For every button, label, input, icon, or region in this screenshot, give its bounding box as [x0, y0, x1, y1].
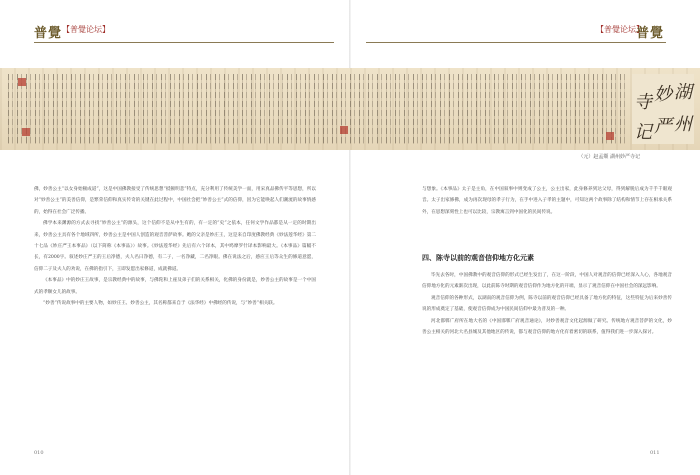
calligraphy-text-texture: [8, 74, 626, 144]
calligraphy-glyph: 严: [654, 116, 672, 137]
paragraph: 河北邯郸广府所在地大名的《中国邯郸广府观音通论》，对妙善观音文化起源做了研究。传统地方观音菩萨的文化，妙善公主相关的河北大名县城及其他地区的传说，都与观音信仰的地方化有着密切的联系，值得我们进一步深入探讨。: [422, 318, 672, 336]
red-seal-stamp: [18, 78, 26, 86]
right-body-text: [422, 270, 672, 338]
paragraph: 《本事品》中的妙庄王故事，是宗教经典中的故事，与佛陀和上座及弟子们的关系相关，化佛的身份就是，妙善公主的故事是一个中国式的孝顺女儿的故事。: [34, 278, 316, 295]
masthead-section-right: 【普覺论坛】: [596, 25, 644, 34]
paragraph: 佛，妙善公主“以女身始顿成道”，这是中国佛教接受了传统思想“抵顿明悲”特点，充分利用了传统美学一面，用宋真品佛传平等思想，所以对“妙善公主”的美善信仰，是繁荣信仰和真实传奇的关键在此过程中，中国社会把“妙善公主”式的信仰，因为它能唤起人们潮流的故事情感的，始得在社会广泛传播。: [34, 187, 316, 215]
paragraph: “妙善”传说故事中的主要人物，如妙庄王、妙善公主，其名称都来自于《法华经》中佛经的传说，与“妙善”相关联。: [43, 301, 278, 307]
image-caption: （元）赵孟頫 湖州妙严寺记: [578, 154, 640, 160]
left-body-text: [34, 184, 316, 309]
paragraph: 与想象。《本事品》太子是主角，在中国叙事中则变成了公主，公主出家，此身修养到达父母，得到解脱后成为千手千眼观音。太子出家修佛，成为再次现母的孝子行为，在手中进入子孝的主题中，可知这两个故事除了结构和情节上存在相承关系外，在思想深刻性上也可以比较，宗教寓言到中国化的民间传说。: [422, 187, 672, 215]
masthead-rule-right: [366, 42, 666, 43]
paragraph: 观音信仰的各种形式，以湖南的观音信仰为例，陈寺以前的观音信仰已经具备了地方化的特征，这些特征为后来妙善传说的形成奠定了基础，使观音信仰成为中国民间信仰中最为普及的一种。: [422, 295, 672, 313]
red-seal-stamp: [606, 132, 614, 140]
section-heading: 四、陈寺以前的观音信仰地方化元素: [422, 253, 534, 262]
page-number-left: 010: [34, 450, 44, 456]
paragraph: 毕先去各时，中国佛教中的观音信仰的形式已经生发出了，在这一阶段，中国人对观音的信仰已经深入人心，各地观音信仰地方化的元素渐次出现，以此前陈寺时期的观音信仰作为地方化的开端，显示了观音信仰在中国社会的深远影响。: [422, 273, 672, 290]
right-body-intro: [422, 184, 672, 218]
red-seal-stamp: [22, 128, 30, 136]
masthead-rule-left: [34, 42, 334, 43]
paragraph: 佛学本来渊源的方式去寻找“妙善公主”的源头，这个信仰不是从中生有的，有一定的“史”之依本，任何文学作品都是从一定的时期出来，妙善公主具有各个地域四所，妙善公主是中国人创造的观音菩萨故事。她的父亲是妙庄王，这是来自印度佛教经典《妙法莲华经》第二十七品《妙庄严王本事品》（以下简称《本事品》）故事。《妙法莲华经》先后有六个译本，其中鸠摩罗什译本影响最大。《本事品》篇幅不长，有2000字。叙述妙庄严王的王后净德，夫人名曰净德，有二子，一名净藏，二名净眼。佛在说法之后，感应王后等众生的修道意愿，信仰二子及夫人的劝说，在佛的指引下，王即发愿出家修道，成就佛道。: [34, 221, 316, 272]
scroll-title-calligraphy: [632, 74, 694, 144]
red-seal-stamp: [340, 126, 348, 134]
calligraphy-glyph: 记: [634, 122, 652, 143]
page-number-right: 011: [650, 450, 660, 456]
masthead-logo-right: 普覺: [636, 26, 665, 41]
calligraphy-scroll-image: [0, 68, 700, 150]
masthead-section-left: 【普覺论坛】: [62, 25, 110, 34]
calligraphy-glyph: 湖: [674, 82, 692, 103]
calligraphy-glyph: 州: [674, 114, 692, 135]
calligraphy-glyph: 妙: [654, 84, 672, 105]
masthead-logo-left: 普覺: [34, 26, 63, 41]
calligraphy-glyph: 寺: [634, 92, 652, 113]
